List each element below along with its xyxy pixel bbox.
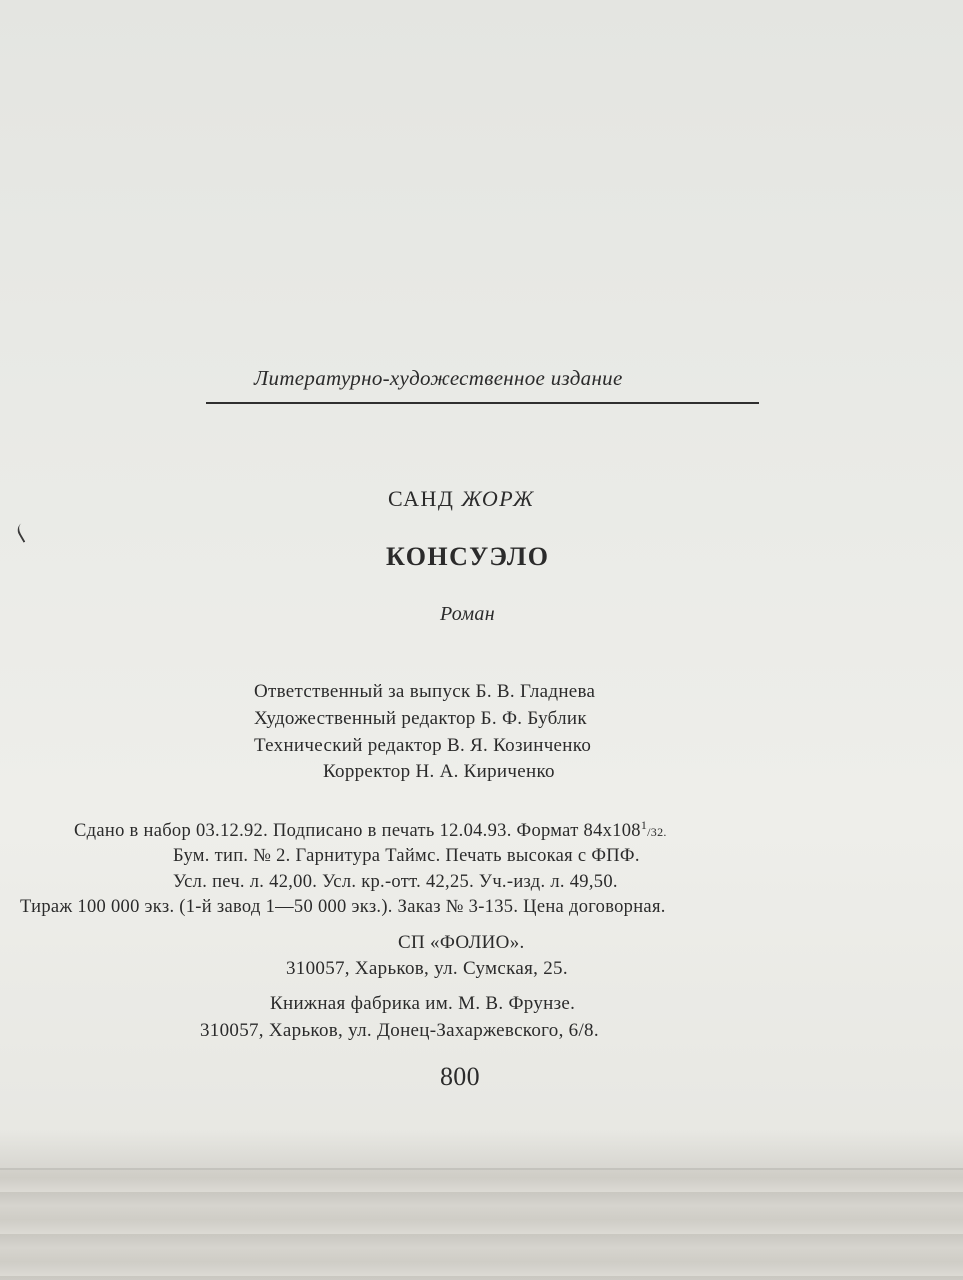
book-genre: Роман	[440, 603, 495, 625]
divider-rule	[206, 402, 759, 404]
credit-line: Корректор Н. А. Кириченко	[323, 761, 555, 782]
format-superscript: 1	[640, 818, 648, 832]
book-title: КОНСУЭЛО	[386, 542, 550, 571]
author-given-name: ЖОРЖ	[461, 486, 535, 511]
format-subscript: /32.	[647, 825, 667, 839]
imprint-line: Тираж 100 000 экз. (1-й завод 1—50 000 экз.). Заказ № 3-135. Цена договорная.	[20, 897, 666, 917]
page-bottom-shadow	[0, 1130, 963, 1168]
imprint-line: Бум. тип. № 2. Гарнитура Таймс. Печать высокая с ФПФ.	[173, 846, 640, 866]
printer-address: 310057, Харьков, ул. Донец-Захаржевского, 6/8.	[200, 1020, 599, 1041]
publisher-name: СП «ФОЛИО».	[398, 932, 525, 953]
credit-line: Технический редактор В. Я. Козинченко	[254, 735, 592, 756]
page-mark	[15, 519, 38, 543]
imprint-line: Усл. печ. л. 42,00. Усл. кр.-отт. 42,25. Уч.-изд. л. 49,50.	[173, 872, 618, 892]
credit-line: Ответственный за выпуск Б. В. Гладнева	[254, 681, 596, 702]
edition-type: Литературно-художественное издание	[254, 366, 623, 390]
publisher-address: 310057, Харьков, ул. Сумская, 25.	[286, 958, 568, 979]
author-surname: САНД	[388, 486, 455, 511]
imprint-line	[74, 818, 667, 842]
page-number: 800	[440, 1062, 480, 1091]
printer-name: Книжная фабрика им. М. В. Фрунзе.	[270, 993, 576, 1014]
imprint-text: Сдано в набор 03.12.92. Подписано в печать 12.04.93. Формат 84x108	[74, 821, 641, 841]
author-name	[388, 486, 535, 512]
credit-line: Художественный редактор Б. Ф. Бублик	[254, 708, 587, 729]
